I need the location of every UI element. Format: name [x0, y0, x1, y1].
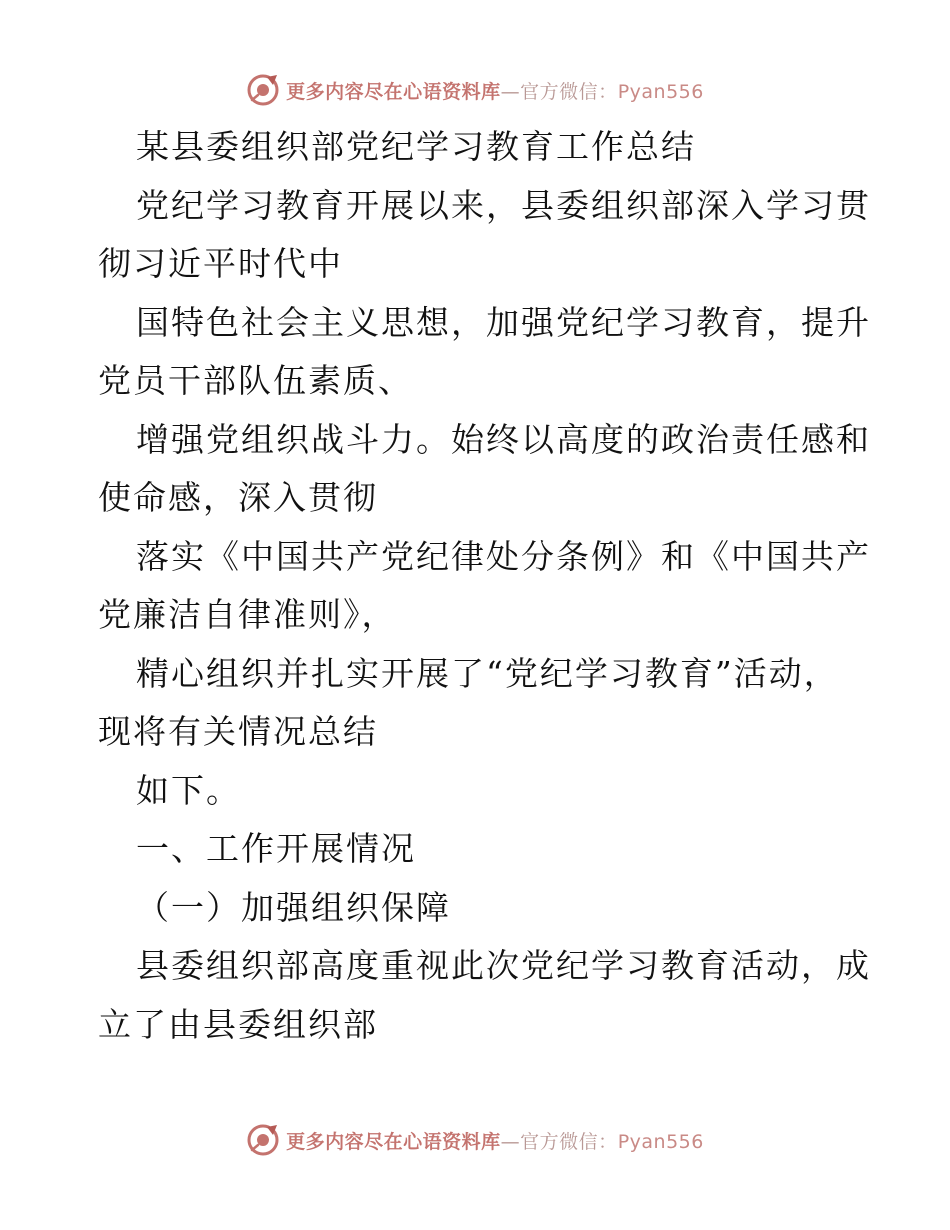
paragraph-line: 使命感，深入贯彻: [98, 478, 378, 517]
watermark-main-text: 更多内容尽在心语资料库: [286, 1130, 501, 1153]
paragraph-line: 精心组织并扎实开展了“党纪学习教育”活动，: [136, 653, 839, 693]
paragraph-line: 县委组织部高度重视此次党纪学习教育活动，成: [136, 946, 871, 985]
paragraph-line: 增强党组织战斗力。始终以高度的政治责任感和: [136, 419, 871, 459]
watermark-separator: —: [500, 1130, 521, 1153]
footer-watermark: [0, 1120, 950, 1160]
quill-circle-logo-icon: [246, 1123, 280, 1157]
paragraph-line: 彻习近平时代中: [98, 244, 343, 283]
watermark-wechat-id: Pyan556: [617, 1130, 704, 1153]
watermark-separator: —: [500, 80, 521, 103]
watermark-wechat-label: 官方微信：: [520, 80, 618, 103]
paragraph-line: 党廉洁自律准则》，: [98, 595, 397, 634]
section-heading: 一、工作开展情况: [136, 829, 416, 868]
paragraph-line: 立了由县委组织部: [98, 1004, 378, 1044]
paragraph-line: 现将有关情况总结: [98, 712, 378, 751]
paragraph-line: 党纪学习教育开展以来，县委组织部深入学习贯: [136, 185, 871, 225]
watermark-text: [286, 1127, 704, 1154]
paragraph-line: 国特色社会主义思想，加强党纪学习教育，提升: [136, 302, 871, 342]
paragraph-line: 落实《中国共产党纪律处分条例》和《中国共产: [136, 536, 871, 576]
document-body: [98, 118, 871, 1054]
header-watermark: [0, 70, 950, 110]
watermark-text: [286, 77, 704, 104]
subsection-heading: （一）加强组织保障: [136, 887, 451, 927]
document-title: 某县委组织部党纪学习教育工作总结: [136, 127, 696, 166]
watermark-wechat-id: Pyan556: [617, 80, 704, 103]
watermark-wechat-label: 官方微信：: [520, 1130, 618, 1153]
paragraph-line: 如下。: [136, 770, 241, 810]
paragraph-line: 党员干部队伍素质、: [98, 361, 413, 400]
watermark-main-text: 更多内容尽在心语资料库: [286, 80, 501, 103]
quill-circle-logo-icon: [246, 73, 280, 107]
